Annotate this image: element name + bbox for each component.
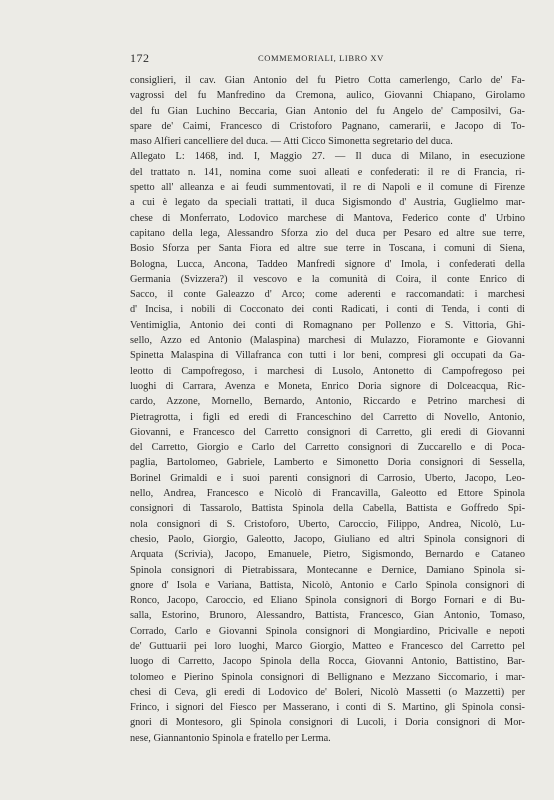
- text-line: tolomeo e Pierino Spinola consignori di Bellignano e Mezzano Siccomario, i mar-: [130, 671, 525, 683]
- text-line: chese di Monferrato, Lodovico marchese di Mantova, Federico conte d' Urbino: [130, 212, 525, 224]
- text-line: Ronco, Jacopo, Caroccio, ed Eliano Spinola consignori di Borgo Fornari e di Bu-: [130, 595, 525, 607]
- text-line: del fu Gian Luchino Beccaria, Gian Antonio del fu Angelo de' Camposilvi, Ga-: [130, 105, 525, 117]
- running-title: COMMEMORIALI, LIBRO XV: [258, 53, 384, 63]
- text-line: Corrado, Carlo e Giovanni Spinola consignori di Mongiardino, Pricivalle e nepoti: [130, 625, 525, 637]
- text-line: luogo di Carretto, Jacopo Spinola della Rocca, Giovanni Antonio, Battistino, Bar-: [130, 656, 525, 668]
- text-line: consiglieri, il cav. Gian Antonio del fu Pietro Cotta camerlengo, Carlo de' Fa-: [130, 75, 525, 86]
- text-line: Frinco, i signori del Fiesco per Masserano, i conti di S. Martino, gli Spinola consi-: [130, 702, 525, 714]
- text-line: Spinetta Malaspina di Villafranca con tutti i lor beni, compresi gli occupati da Ga-: [130, 350, 525, 362]
- text-line: spetto all' alleanza e ai feudi summentovati, il re di Napoli e il comune di Firenze: [130, 182, 525, 194]
- text-line: luoghi di Carrara, Avenza e Moneta, Enrico Doria signore di Dolceacqua, Ric-: [130, 380, 525, 392]
- text-line: del trattato n. 141, nomina come suoi alleati e confederati: il re di Francia, ri-: [130, 166, 525, 178]
- text-line: Borinel Grimaldi e i suoi parenti consignori di Carrosio, Uberto, Jacopo, Leo-: [130, 472, 525, 484]
- text-line: sello, Azzo ed Antonio (Malaspina) marchesi di Mulazzo, Fioramonte e Giovanni: [130, 335, 525, 347]
- text-line: chesi di Ceva, gli eredi di Lodovico de' Boleri, Nicolò Massetti (o Mazzetti) per: [130, 686, 525, 698]
- text-line: gnori di Montesoro, gli Spinola consignori di Lucoli, i Doria consignori di Mor-: [130, 717, 525, 729]
- text-line: gnore d' Isola e Variana, Battista, Nicolò, Antonio e Carlo Spinola consignori di: [130, 579, 525, 591]
- text-line: nola consignori di S. Cristoforo, Uberto, Caroccio, Filippo, Andrea, Nicolò, Lu-: [130, 518, 525, 530]
- text-line: nello, Andrea, Francesco e Nicolò di Francavilla, Galeotto ed Ettore Spinola: [130, 488, 525, 500]
- text-line: Bologna, Lucca, Ancona, Taddeo Manfredi signore d' Imola, i confederati della: [130, 258, 525, 270]
- text-line: Bosio Sforza per Santa Fiora ed altre sue terre in Toscana, i comuni di Siena,: [130, 243, 525, 255]
- text-line: Sacco, il conte Galeazzo d' Arco; come aderenti e raccomandati: i marchesi: [130, 289, 525, 301]
- page-number: 172: [130, 51, 150, 65]
- text-line: Giovanni, e Francesco del Carretto consignori di Carretto, gli eredi di Giovanni: [130, 426, 525, 438]
- text-line: Arquata (Scrivia), Jacopo, Emanuele, Pietro, Sigismondo, Bernardo e Cataneo: [130, 549, 525, 561]
- text-line: nese, Giannantonio Spinola e fratello per Lerma.: [130, 732, 331, 744]
- text-line: Germania (Svizzera?) il vescovo e la comunità di Coira, il conte Enrico di: [130, 273, 525, 285]
- text-line: consignori di Tassarolo, Battista Spinola della Cabella, Battista e Goffredo Spi-: [130, 503, 525, 515]
- text-line: salla, Estorino, Brunoro, Alessandro, Battista, Francesco, Gian Antonio, Tomaso,: [130, 610, 525, 622]
- text-line: Allegato L: 1468, ind. I, Maggio 27. — Il duca di Milano, in esecuzione: [130, 151, 525, 163]
- text-line: chesio, Paolo, Giorgio, Galeotto, Jacopo, Giuliano ed altri Spinola consignori di: [130, 533, 525, 545]
- text-line: leotto di Campofregoso, i marchesi di Lusolo, Antonetto di Campofregoso pei: [130, 365, 525, 377]
- text-line: vagrossi del fu Manfredino da Cremona, aulico, Giovanni Chiapano, Girolamo: [130, 90, 525, 102]
- text-line: d' Incisa, i nobili di Cocconato dei conti Radicati, i conti di Tenda, i conti di: [130, 304, 525, 316]
- text-line: paglia, Bartolomeo, Gabriele, Lamberto e Simonetto Doria consignori di Sessella,: [130, 457, 525, 469]
- text-line: cardo, Azzone, Mornello, Bernardo, Antonio, Riccardo e Petrino marchesi di: [130, 396, 525, 408]
- text-line: a cui è legato da speciali trattati, il duca Sigismondo d' Austria, Guglielmo mar-: [130, 197, 525, 209]
- text-line: capitano della lega, Alessandro Sforza zio del duca per Pesaro ed altre sue terre,: [130, 227, 525, 239]
- text-line: de' Guttuarii pei loro luoghi, Marco Giorgio, Matteo e Francesco del Carretto pel: [130, 640, 525, 652]
- page-header: [130, 51, 430, 65]
- text-line: del Carretto, Giorgio e Carlo del Carretto consignori di Zuccarello e di Poca-: [130, 442, 525, 454]
- text-line: maso Alfieri cancelliere del duca. — Atti Cicco Simonetta segretario del duca.: [130, 136, 453, 148]
- text-line: spare de' Caimi, Francesco di Cristoforo Pagnano, camerarii, e Jacopo di To-: [130, 120, 525, 132]
- body-text: [130, 73, 525, 746]
- text-line: Pietragrotta, i figli ed eredi di Franceschino del Carretto di Novello, Antonio,: [130, 411, 525, 423]
- text-line: Spinola consignori di Pietrabissara, Montecanne e Dernice, Damiano Spinola si-: [130, 564, 525, 576]
- text-line: Ventimiglia, Antonio dei conti di Romagnano per Pollenzo e S. Vittoria, Ghi-: [130, 319, 525, 331]
